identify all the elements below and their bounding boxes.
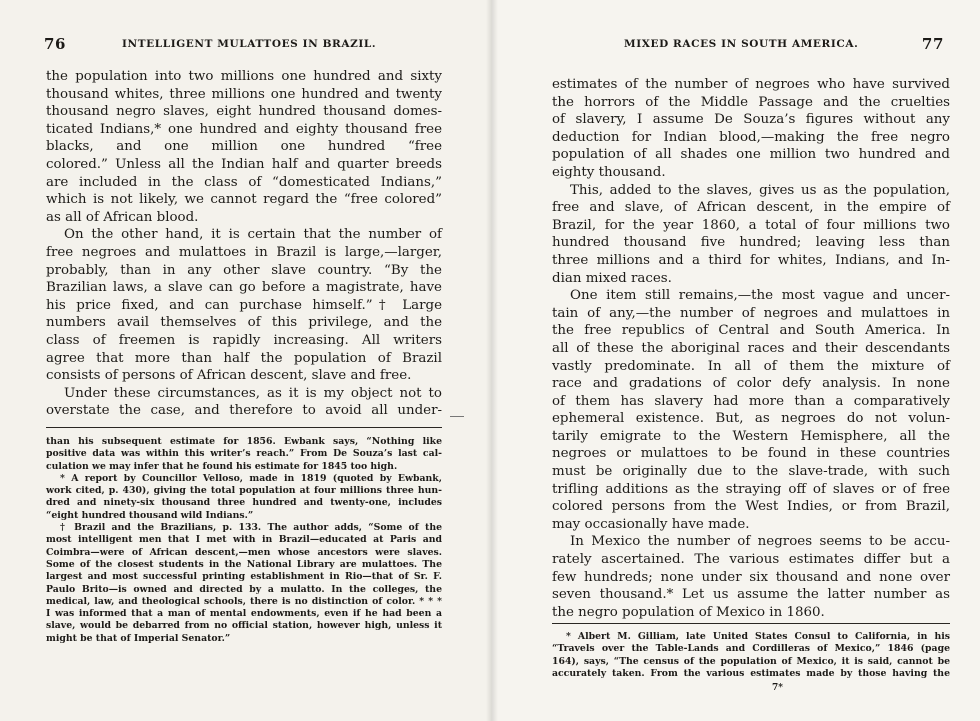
body-line: race and gradations of color defy analysis. In none: [552, 376, 950, 392]
body-line: Under these circumstances, as it is my object not to: [64, 385, 442, 401]
body-line: which is not likely, we cannot regard the “free colored”: [46, 192, 442, 208]
footnote-line: * Albert M. Gilliam, late United States Consul to California, in his: [566, 631, 950, 642]
left-footnotes: [46, 436, 442, 645]
body-line: hundred thousand five hundred; leaving less than: [552, 235, 950, 251]
body-line: In Mexico the number of negroes seems to be accu-: [570, 534, 950, 550]
body-line: seven thousand.* Let us assume the latter number as: [552, 587, 950, 603]
body-line: population of all shades one million two hundred and: [552, 147, 950, 163]
footnote-line: * A report by Councillor Velloso, made in 1819 (quoted by Ewbank,: [60, 472, 442, 484]
body-line: Brazilian laws, a slave can go before a magistrate, have: [46, 280, 442, 296]
body-line: as all of African blood.: [46, 209, 199, 225]
body-line: ticated Indians,* one hundred and eighty thousand free: [46, 121, 442, 137]
body-line: dian mixed races.: [552, 270, 672, 286]
body-line: are included in the class of “domesticated Indians,”: [46, 174, 442, 190]
body-line: vastly predominate. In all of them the mixture of: [552, 358, 950, 374]
body-line: estimates of the number of negroes who have survived: [552, 77, 950, 92]
body-line: ephemeral existence. But, as negroes do not volun-: [552, 411, 950, 427]
body-line: colored.” Unless all the Indian half and quarter breeds: [46, 156, 442, 172]
footnote-line: medical, law, and theological schools, there is no distinction of color. * * *: [46, 595, 442, 607]
right-footnote-rule: [552, 623, 950, 624]
footnote-line: might be that of Imperial Senator.”: [46, 632, 231, 644]
body-line: may occasionally have made.: [552, 516, 750, 532]
body-line: colored persons from the West Indies, or from Brazil,: [552, 499, 950, 515]
body-line: the free republics of Central and South America. In: [552, 323, 950, 339]
left-body-text: [46, 68, 442, 420]
left-footnote-rule: [46, 427, 442, 428]
body-line: free and slave, of African descent, in the empire of: [552, 200, 950, 216]
signature-mark: 7*: [772, 683, 783, 693]
body-line: tain of any,—the number of negroes and mulattoes in: [552, 305, 950, 321]
body-line: Brazil, for the year 1860, a total of four millions two: [552, 217, 950, 233]
body-line: class of freemen is rapidly increasing. All writers: [46, 332, 442, 348]
footnote-line: dred and ninety-six thousand three hundred and twenty-one, includes: [46, 497, 442, 509]
book-gutter: [486, 0, 498, 721]
right-running-head: [564, 35, 944, 56]
footnote-line: culation we may infer that he found his estimate for 1845 too high.: [46, 460, 398, 472]
footnote-line: Coimbra—were of African descent,—men whose ancestors were slaves.: [46, 546, 442, 558]
footnote-line: 164), says, “The census of the population of Mexico, it is said, cannot be: [552, 655, 950, 667]
body-line: thousand whites, three millions one hundred and twenty: [46, 86, 442, 102]
footnote-line: † Brazil and the Brazilians, p. 133. The author adds, “Some of the: [60, 522, 442, 534]
body-line: the population into two millions one hundred and sixty: [46, 69, 442, 84]
footnote-line: positive data was within this writer’s reach.” From De Souza’s last cal-: [46, 448, 442, 460]
left-page-number: 76: [44, 35, 67, 53]
body-line: probably, than in any other slave country. “By the: [46, 262, 442, 278]
footnote-line: Paulo Brito—is owned and directed by a mulatto. In the colleges, the: [46, 583, 442, 595]
body-line: the negro population of Mexico in 1860.: [552, 604, 825, 620]
left-running-title: INTELLIGENT MULATTOES IN BRAZIL.: [122, 38, 377, 50]
footnote-line: most intelligent men that I met with in Brazil—educated at Paris and: [46, 534, 442, 546]
body-line: blacks, and one million one hundred “free: [46, 139, 442, 155]
right-running-title: MIXED RACES IN SOUTH AMERICA.: [624, 38, 859, 50]
body-line: agree that more than half the population of Brazil: [46, 350, 442, 366]
right-body-text: [552, 76, 950, 621]
body-line: his price fixed, and can purchase himself.”† Large: [46, 297, 442, 313]
body-line: tarily emigrate to the Western Hemisphere, all the: [552, 428, 950, 444]
footnote-line: “eight hundred thousand wild Indians.”: [46, 509, 254, 521]
body-line: trifling additions as the straying off of slaves or of free: [552, 481, 950, 497]
footnote-line: work cited, p. 430), giving the total population at four millions three hun-: [46, 485, 442, 497]
footnote-line: largest and most successful printing establishment in Rio—that of Sr. F.: [46, 571, 442, 583]
body-line: three millions and a third for whites, Indians, and In-: [552, 252, 950, 268]
body-line: numbers avail themselves of this privilege, and the: [46, 315, 442, 331]
right-footnotes: [552, 631, 950, 680]
body-line: of them has slavery had more than a comparatively: [552, 393, 950, 409]
footnote-line: Some of the closest students in the National Library are mulattoes. The: [46, 558, 442, 570]
body-line: consists of persons of African descent, slave and free.: [46, 368, 412, 384]
body-line: thousand negro slaves, eight hundred thousand domes-: [46, 104, 442, 120]
footnote-line: than his subsequent estimate for 1856. Ewbank says, “Nothing like: [46, 436, 442, 447]
body-line: rately ascertained. The various estimates differ but a: [552, 552, 950, 568]
body-line: of slavery, I assume De Souza’s figures without any: [552, 112, 950, 128]
body-line: the horrors of the Middle Passage and the cruelties: [552, 94, 950, 110]
right-page-number: 77: [921, 35, 944, 53]
footnote-line: “Travels over the Table-Lands and Cordilleras of Mexico,” 1846 (page: [552, 643, 950, 655]
body-line: few hundreds; none under six thousand and none over: [552, 569, 950, 585]
body-line: overstate the case, and therefore to avoid all under-: [46, 403, 442, 419]
body-line: must be originally due to the slave-trade, with such: [552, 464, 950, 480]
left-running-head: [44, 35, 464, 56]
body-line: This, added to the slaves, gives us as the population,: [570, 182, 950, 198]
footnote-line: accurately taken. From the various estimates made by those having the: [552, 667, 950, 679]
right-page: [492, 0, 980, 721]
body-line: negroes or mulattoes to be found in these countries: [552, 446, 950, 462]
body-line: free negroes and mulattoes in Brazil is large,—larger,: [46, 244, 442, 260]
margin-mark: [450, 416, 464, 417]
body-line: all of these the aboriginal races and their descendants: [552, 340, 950, 356]
footnote-line: slave, would be debarred from no official station, however high, unless it: [46, 620, 442, 632]
body-line: One item still remains,—the most vague and uncer-: [570, 288, 950, 304]
body-line: On the other hand, it is certain that the number of: [64, 227, 442, 243]
body-line: eighty thousand.: [552, 164, 666, 180]
body-line: deduction for Indian blood,—making the free negro: [552, 129, 950, 145]
footnote-line: I was informed that a man of mental endowments, even if he had been a: [46, 608, 442, 620]
